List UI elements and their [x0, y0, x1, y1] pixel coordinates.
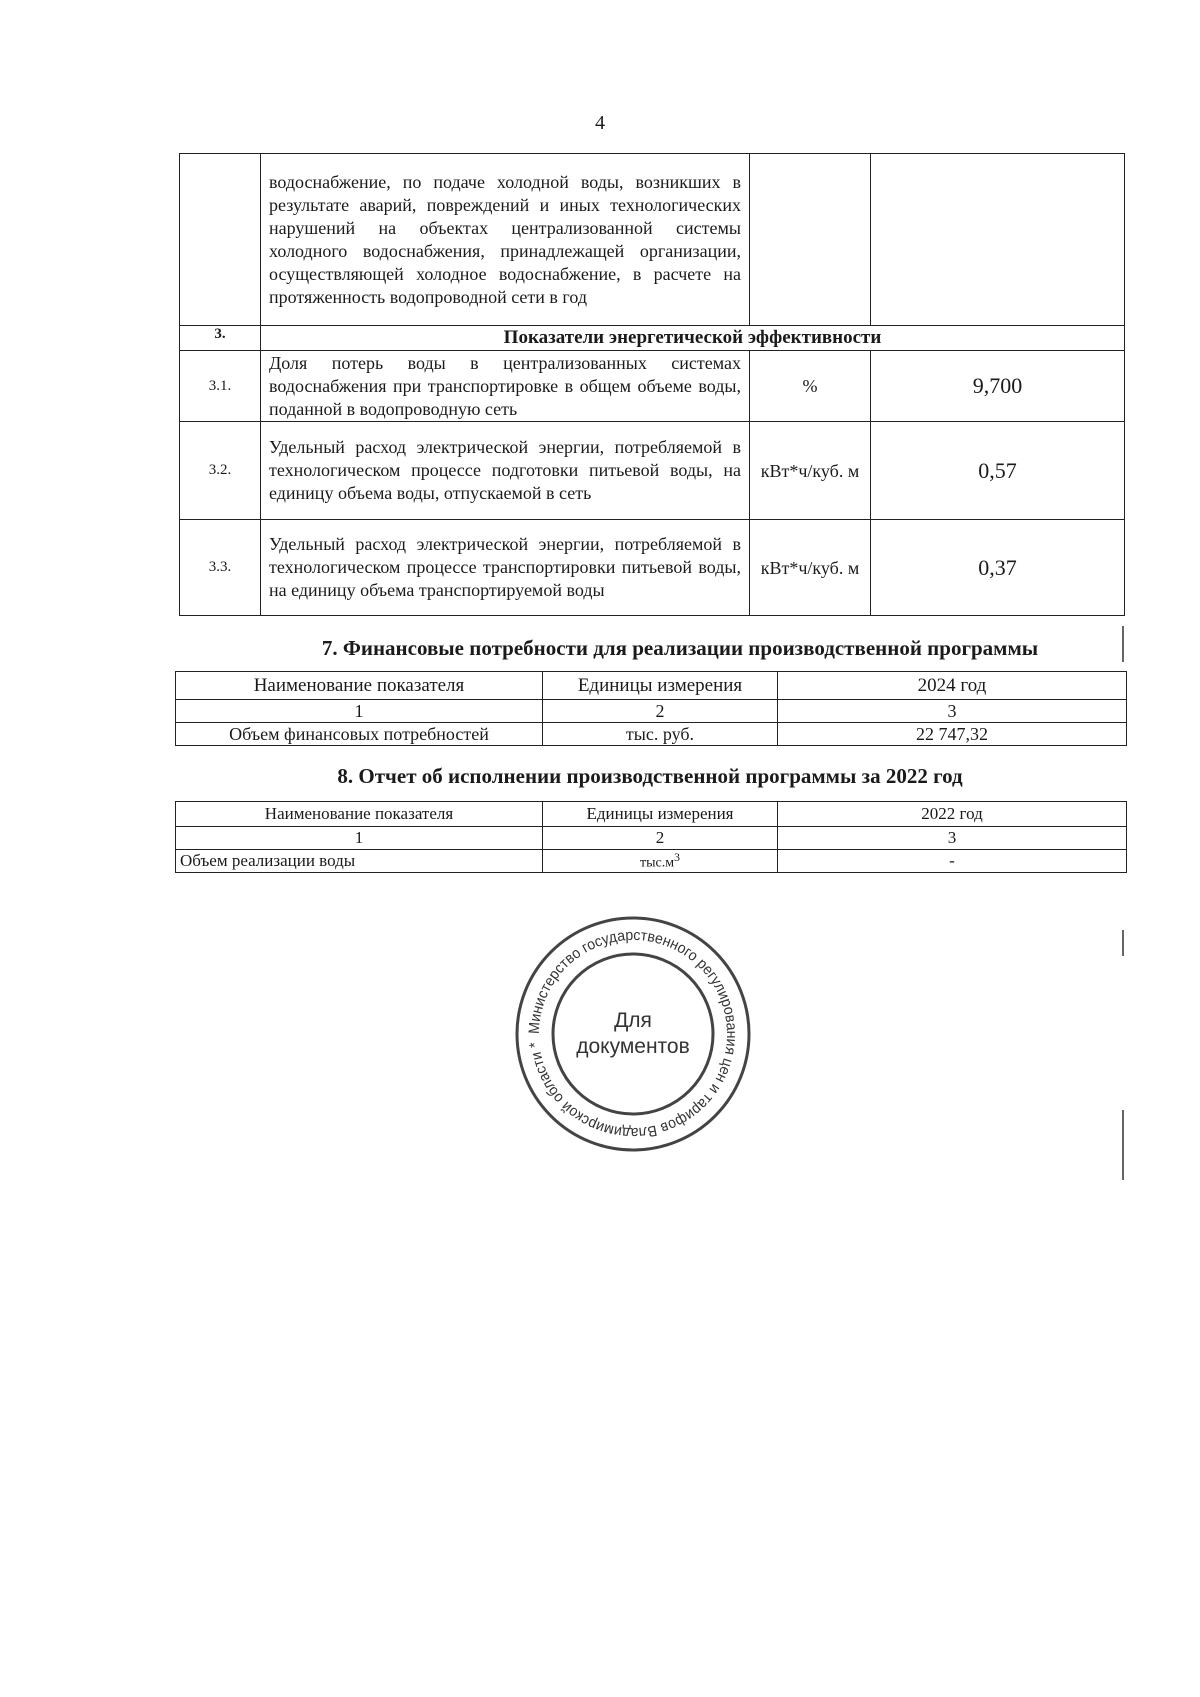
index-row [176, 827, 1127, 850]
financial-section-heading: 7. Финансовые потребности для реализации производственной программы [321, 636, 1039, 660]
column-header: 2024 год [778, 672, 1127, 700]
table-row [176, 850, 1127, 873]
report-table [175, 801, 1127, 873]
row-description: водоснабжение, по подаче холодной воды, возникших в результате аварий, повреждений и иных технологических нарушений на объектах централизованной системы холодного водоснабжения, принадлежащей организации, осуществляющей холодное водоснабжение, в расчете на протяженность водопроводной сети в год [261, 154, 750, 326]
column-header: Наименование показателя [176, 672, 543, 700]
row-unit [750, 154, 871, 326]
row-description: Удельный расход электрической энергии, потребляемой в технологическом процессе транспортировки питьевой воды, на единицу объема транспортируемой воды [261, 520, 750, 616]
scan-edge-mark [1122, 626, 1124, 662]
row-number [180, 154, 261, 326]
column-header: Единицы измерения [543, 802, 778, 827]
index-cell: 2 [543, 827, 778, 850]
section-number: 3. [180, 326, 261, 351]
stamp-ring-text: Министерство государственного регулирования цен и тарифов Владимирской области * [525, 926, 741, 1142]
row-name: Объем реализации воды [176, 850, 543, 873]
row-unit [543, 850, 778, 873]
column-header: Наименование показателя [176, 802, 543, 827]
table-row [180, 520, 1125, 616]
row-value [871, 154, 1125, 326]
stamp-center-line2: документов [576, 1035, 690, 1058]
table-header-row [176, 802, 1127, 827]
index-cell: 2 [543, 700, 778, 723]
scan-edge-mark [1122, 930, 1124, 956]
row-number: 3.1. [180, 351, 261, 422]
indicators-table [179, 153, 1125, 616]
official-stamp [514, 915, 752, 1153]
stamp-inner-ring [553, 954, 713, 1114]
table-header-row [176, 672, 1127, 700]
scan-edge-mark [1122, 1110, 1124, 1180]
table-row [180, 351, 1125, 422]
column-header: Единицы измерения [543, 672, 778, 700]
row-value: - [778, 850, 1127, 873]
row-unit: % [750, 351, 871, 422]
row-unit: тыс. руб. [543, 723, 778, 746]
column-header: 2022 год [778, 802, 1127, 827]
row-number: 3.2. [180, 422, 261, 520]
index-cell: 3 [778, 700, 1127, 723]
index-cell: 1 [176, 700, 543, 723]
row-unit: кВт*ч/куб. м [750, 422, 871, 520]
index-cell: 1 [176, 827, 543, 850]
unit-superscript: 3 [674, 850, 680, 864]
table-row [180, 154, 1125, 326]
row-description: Доля потерь воды в централизованных системах водоснабжения при транспортировке в общем объеме воды, поданной в водопроводную сеть [261, 351, 750, 422]
table-row [180, 422, 1125, 520]
row-value: 0,57 [871, 422, 1125, 520]
financial-table [175, 671, 1127, 746]
index-row [176, 700, 1127, 723]
page-number: 4 [595, 112, 605, 134]
section-title: Показатели энергетической эффективности [261, 326, 1125, 351]
row-value: 9,700 [871, 351, 1125, 422]
row-unit: кВт*ч/куб. м [750, 520, 871, 616]
unit-base: тыс.м [640, 855, 675, 871]
report-section-heading: 8. Отчет об исполнении производственной программы за 2022 год [337, 764, 963, 788]
row-description: Удельный расход электрической энергии, потребляемой в технологическом процессе подготовки питьевой воды, на единицу объема воды, отпускаемой в сеть [261, 422, 750, 520]
section-row [180, 326, 1125, 351]
stamp-center-line1: Для [614, 1009, 652, 1032]
row-value: 0,37 [871, 520, 1125, 616]
row-number: 3.3. [180, 520, 261, 616]
table-row [176, 723, 1127, 746]
row-name: Объем финансовых потребностей [176, 723, 543, 746]
row-value: 22 747,32 [778, 723, 1127, 746]
index-cell: 3 [778, 827, 1127, 850]
